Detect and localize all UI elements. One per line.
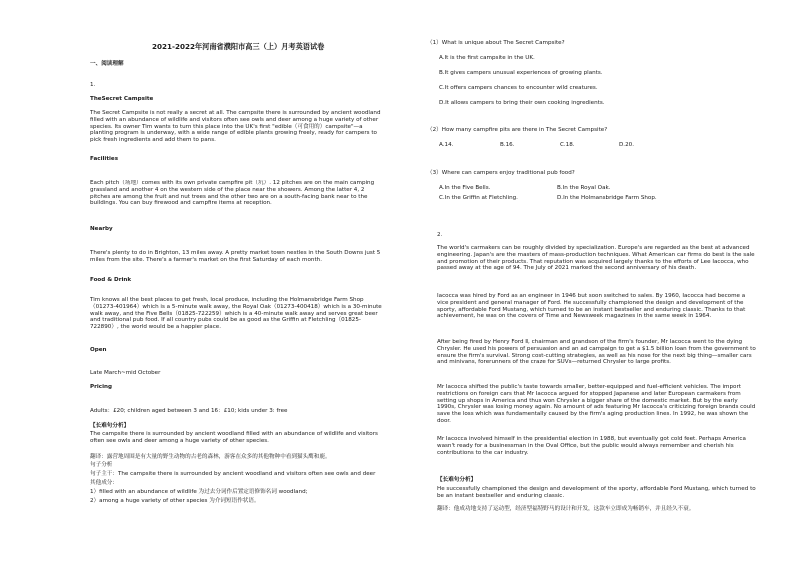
analysis-heading: 【长难句分析】 xyxy=(90,423,130,429)
analysis-sentence: The campsite there is surrounded by ancient woodland filled with an abundance of wildlife and visitors often see owls and deer among a huge variety of other species. xyxy=(90,431,378,444)
analysis-other-parts: 其他成分： xyxy=(90,480,118,486)
q1-option-d: D.It allows campers to bring their own cooking ingredients. xyxy=(439,100,605,106)
analysis-translation: 翻译：露营地周围是有大量的野生动物的古老的森林，游客在众多的其他物种中看到猫头鹰和鹿。 xyxy=(90,454,331,460)
open-dates: Late March~mid October xyxy=(90,370,161,376)
q2-option-d: D.20. xyxy=(619,142,634,148)
right-page xyxy=(397,0,794,562)
q3-option-a: A.In the Five Bells. xyxy=(439,185,491,191)
analysis-subheading: 句子分析 xyxy=(90,462,113,468)
paragraph-imports: Mr Iacocca shifted the public's taste towards smaller, better-equipped and fuel-efficient vehicles. The import restrictions on foreign cars that Mr Iacocca argued for stopped Japanese and later European carmakers from setting up shops in America and thus won Chrysler a bigger share of the domestic market. But by the early 1990s, Chrysler was losing money again. No amount of ads featuring Mr Iacocca's criticizing foreign brands could save the loss which was fundamentally caused by the firm's aging production lines. In 1992, he was shown the door. xyxy=(437,384,756,424)
q3-option-d: D.In the Holmansbridge Farm Shop. xyxy=(557,195,657,201)
analysis-translation-2: 翻译：他成功地支持了运动型，经济型福特野马的设计和开发，这款车立即成为畅销车，并且经久不衰。 xyxy=(437,506,695,512)
heading-pricing: Pricing xyxy=(90,384,112,390)
heading-open: Open xyxy=(90,347,107,353)
paragraph-carmakers: The world's carmakers can be roughly divided by specialization. Europe's are regarded as the best at advanced engineering. Japan's are the masters of mass-production techniques. What American car firms do best is the sale and promotion of their products. That reputation was acquired largely thanks to the efforts of Lee Iacocca, who passed away at the age of 94. The July of 2021 marked the second anniversary of his death. xyxy=(437,245,755,272)
question-number: 1. xyxy=(90,82,96,88)
page-title: 2021-2022年河南省濮阳市高三（上）月考英语试卷 xyxy=(152,42,325,51)
analysis-sentence-2: He successfully championed the design and development of the sporty, affordable Ford Mustang, which turned to be an instant bestseller and enduring classic. xyxy=(437,486,756,499)
paragraph-election: Mr Iacocca involved himself in the presidential election in 1988, but eventually got cold feet. Perhaps America wasn't ready for a businessman in the Oval Office, but the public would always remember and cherish his contributions to the car industry. xyxy=(437,436,746,456)
q3-option-b: B.In the Royal Oak. xyxy=(557,185,611,191)
q2-option-b: B.16. xyxy=(500,142,515,148)
analysis-point-2: 2）among a huge variety of other species 为介词短语作状语。 xyxy=(90,498,260,504)
question-2: （2）How many campfire pits are there in The Secret Campsite? xyxy=(427,127,608,133)
q1-option-c: C.It offers campers chances to encounter wild creatures. xyxy=(439,85,598,91)
analysis-main-clause: 句子主干：The campsite there is surrounded by ancient woodland and visitors often see owls and deer xyxy=(90,471,376,477)
paragraph-ford: Iacocca was hired by Ford as an engineer in 1946 but soon switched to sales. By 1960, Iacocca had become a vice president and general manager of Ford. He successfully championed the design and development of the sporty, affordable Ford Mustang, which turned to be an instant bestseller and enduring classic. Thanks to that achievement, he was on the covers of Time and Newsweek magazines in the same week in 1964. xyxy=(437,293,746,320)
q3-option-c: C.In the Griffin at Fletchling. xyxy=(439,195,518,201)
question-1: （1）What is unique about The Secret Campsite? xyxy=(427,40,565,46)
q2-option-c: C.18. xyxy=(560,142,575,148)
pricing-text: Adults：£20; children aged between 3 and 16：£10; kids under 3: free xyxy=(90,408,288,414)
section-heading: 一、阅读理解 xyxy=(90,61,124,67)
question-3: （3）Where can campers enjoy traditional pub food? xyxy=(427,170,575,176)
paragraph-intro: The Secret Campsite is not really a secret at all. The campsite there is surrounded by ancient woodland filled with an abundance of wildlife and visitors often see owls and deer among a huge variety of other species. Its owner Tim wants to turn this place into the UK's first "edible（可食用的）campsite"—a planting program is underway, with a wide range of edible plants growing freely, ready for campers to pick fresh ingredients and add them to pans. xyxy=(90,110,381,144)
analysis-heading-2: 【长难句分析】 xyxy=(437,477,477,483)
heading-facilities: Facilities xyxy=(90,156,119,162)
paragraph-food-drink: Tim knows all the best places to get fresh, local produce, including the Holmansbridge Farm Shop（01273-401964）which is a 5-minute walk away, the Royal Oak（01273-400418）which is a 30-minute walk away, and the Five Bells（01825-722259）which is a 40-minute walk away and serves great beer and traditional pub food. If all country pubs could be as good as the Griffin at Fletchling（01825-722890）, the world would be a happier place. xyxy=(90,297,382,331)
question-number-2: 2. xyxy=(437,232,443,238)
q1-option-b: B.It gives campers unusual experiences of growing plants. xyxy=(439,70,603,76)
analysis-point-1: 1）filled with an abundance of wildlife 为过去分词作后置定语修饰名词 woodland; xyxy=(90,489,308,495)
q1-option-a: A.It is the first campsite in the UK. xyxy=(439,55,535,61)
heading-food-drink: Food & Drink xyxy=(90,277,132,283)
q2-option-a: A.14. xyxy=(439,142,454,148)
paragraph-chrysler: After being fired by Henry Ford Ⅱ, chairman and grandson of the firm's founder, Mr Iacocca went to the dying Chrysler. He used his powers of persuasion and an ad campaign to get a $1.5 billion loan from the government to ensure the firm's survival. Strong cost-cutting strategies, as well as his nose for the next big thing—smaller cars and minivans, forerunners of the craze for SUVs—returned Chrysler to large profits. xyxy=(437,339,756,366)
heading-nearby: Nearby xyxy=(90,226,113,232)
paragraph-nearby: There's plenty to do in Brighton, 13 miles away. A pretty market town nestles in the South Downs just 5 miles from the site. There's a farmer's market on the first Saturday of each month. xyxy=(90,250,381,263)
article-title: TheSecret Campsite xyxy=(90,96,154,102)
paragraph-facilities: Each pitch（场地）comes with its own private campfire pit（坑）. 12 pitches are on the main camping grassland and another 4 on the western side of the place near the showers. Among the latter 4, 2 pitches are among the fruit and nut trees and the other two are on a south-facing bank near to the buildings. You can buy firewood and campfire items at reception. xyxy=(90,180,375,207)
